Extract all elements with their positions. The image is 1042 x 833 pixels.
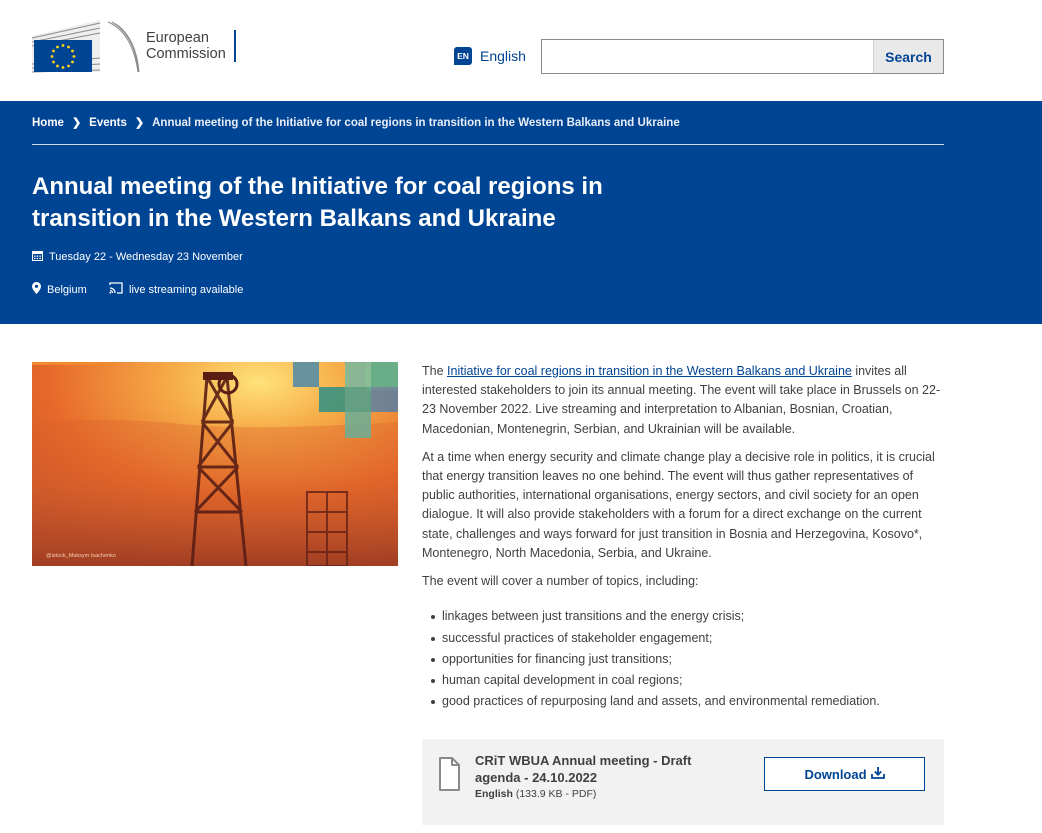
file-title: CRiT WBUA Annual meeting - Draft agenda - 24.10.2022 — [475, 753, 692, 785]
intro-paragraph — [422, 362, 944, 439]
calendar-icon — [32, 250, 43, 264]
download-label: Download — [804, 766, 867, 782]
download-icon — [871, 766, 885, 782]
language-label: English — [480, 48, 526, 64]
logo-line-2: Commission — [146, 46, 226, 62]
topic-item: successful practices of stakeholder engagement; — [422, 628, 944, 649]
download-button[interactable] — [764, 757, 925, 791]
banner-divider — [32, 144, 944, 145]
event-location-text: Belgium — [47, 283, 87, 296]
location-pin-icon — [32, 282, 41, 297]
logo-line-1: European — [146, 30, 209, 46]
logo-text — [146, 30, 236, 62]
event-image — [32, 362, 398, 566]
chevron-right-icon: ❯ — [134, 117, 145, 129]
file-info: (133.9 KB - PDF) — [512, 788, 597, 800]
image-credit: @istock_Maksym Isachenko — [46, 553, 116, 559]
page-title: Annual meeting of the Initiative for coal regions in transition in the Western Balkans and Ukraine — [32, 173, 603, 232]
breadcrumb-home[interactable]: Home — [32, 116, 64, 129]
topic-item: opportunities for financing just transitions; — [422, 649, 944, 670]
event-date — [32, 250, 243, 264]
ec-logo[interactable] — [32, 17, 242, 75]
intro-text-start: The — [422, 364, 448, 378]
intro-text-end: invites all interested stakeholders to join its annual meeting. The event will take place in Brussels on 22-23 November 2022. Live streaming and interpretation to Albanian, Bosnian, Croatian, Macedonian, Montenegrin, Serbian, and Ukrainian will be available. — [422, 364, 941, 436]
file-download-block — [422, 739, 944, 825]
breadcrumb — [32, 116, 680, 129]
page-banner — [0, 101, 1042, 324]
topics-intro: The event will cover a number of topics, including: — [422, 574, 699, 589]
context-paragraph: At a time when energy security and climate change play a decisive role in politics, it is crucial that energy transition leaves no one behind. The event will thus gather representatives of public authorities, international organisations, energy sectors, and civil society for an open dialogue. It will also provide stakeholders with a forum for a direct exchange on the current state, challenges and ways forward for just transition in Bosnia and Herzegovina, Kosovo*, Montenegro, North Macedonia, Serbia, and Ukraine. — [422, 449, 935, 560]
file-meta — [475, 788, 596, 800]
search-input[interactable] — [542, 40, 873, 73]
ec-building-icon — [32, 18, 140, 74]
cast-icon — [109, 282, 123, 297]
topic-item: good practices of repurposing land and assets, and environmental remediation. — [422, 691, 944, 712]
language-selector[interactable] — [454, 47, 526, 65]
event-description — [422, 362, 944, 713]
topics-list — [422, 606, 944, 712]
language-badge-icon: EN — [454, 47, 472, 65]
chevron-right-icon: ❯ — [71, 117, 82, 129]
breadcrumb-current: Annual meeting of the Initiative for coal regions in transition in the Western Balkans and Ukraine — [152, 116, 680, 129]
topic-item: linkages between just transitions and the energy crisis; — [422, 606, 944, 627]
event-date-text: Tuesday 22 - Wednesday 23 November — [49, 251, 243, 263]
file-language: English — [475, 788, 513, 800]
event-streaming — [109, 282, 243, 297]
topic-item: human capital development in coal regions; — [422, 670, 944, 691]
search-form — [541, 39, 944, 74]
event-location — [32, 282, 87, 297]
file-icon — [438, 757, 458, 789]
breadcrumb-events[interactable]: Events — [89, 116, 127, 129]
event-streaming-text: live streaming available — [129, 283, 244, 296]
site-header — [0, 0, 1042, 101]
initiative-link[interactable]: Initiative for coal regions in transition in the Western Balkans and Ukraine — [447, 364, 852, 378]
search-button[interactable]: Search — [873, 40, 943, 73]
